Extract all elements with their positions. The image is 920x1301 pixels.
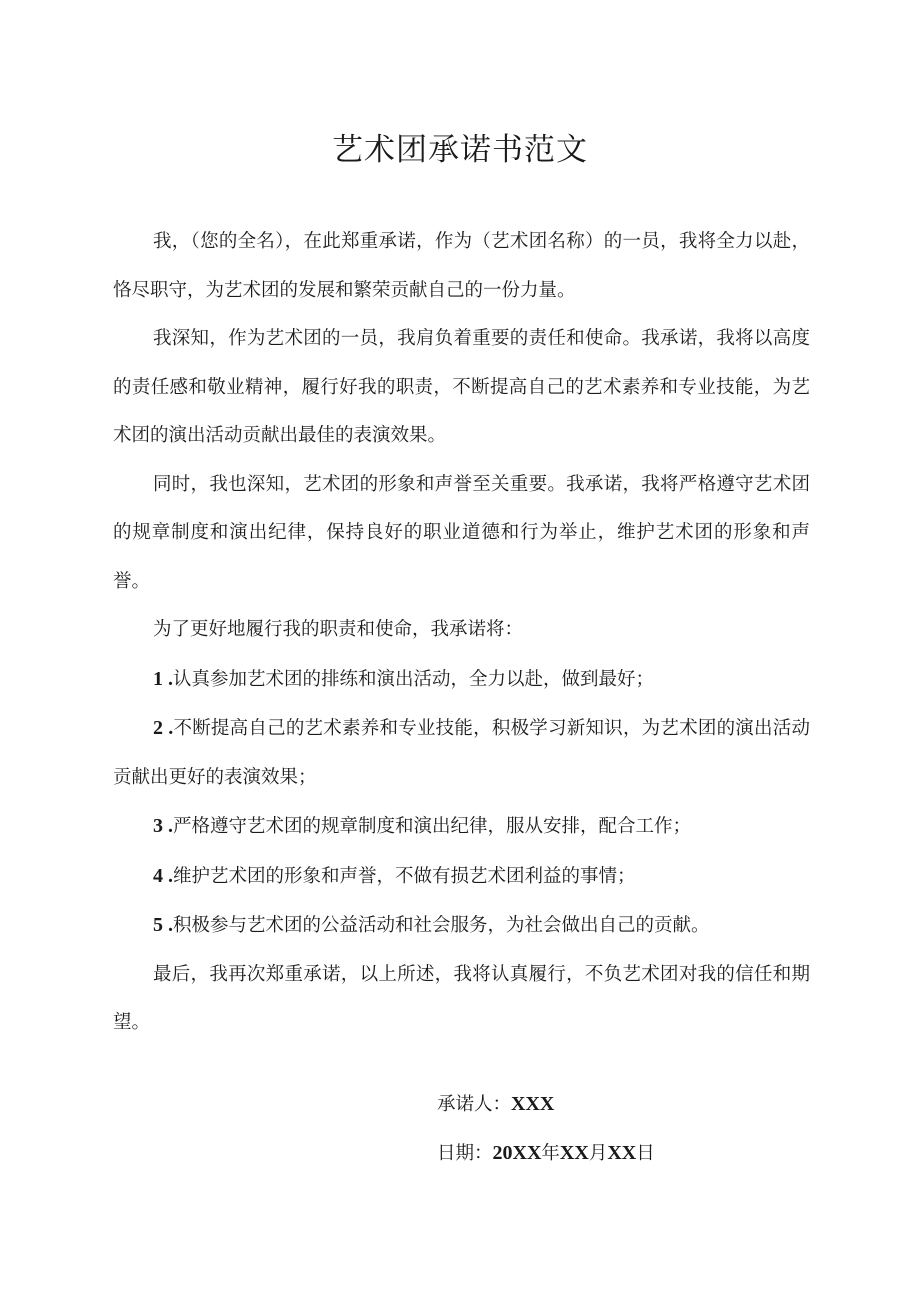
date-year-unit: 年 xyxy=(541,1143,560,1164)
date-label: 日期： xyxy=(437,1143,493,1164)
list-item: 5 .积极参与艺术团的公益活动和社会服务，为社会做出自己的贡献。 xyxy=(153,914,710,936)
list-item-text: 严格遵守艺术团的规章制度和演出纪律，服从安排，配合工作； xyxy=(173,816,692,837)
date-day: XX xyxy=(607,1142,637,1164)
list-item-text: 维护艺术团的形象和声誉，不做有损艺术团利益的事情； xyxy=(173,865,636,887)
paragraph-commitment-lead: 为了更好地履行我的职责和使命，我承诺将： xyxy=(153,619,524,640)
signer-value: XXX xyxy=(511,1093,555,1115)
paragraph-closing: 最后，我再次郑重承诺，以上所述，我将认真履行，不负艺术团对我的信任和期望。 xyxy=(113,963,810,1033)
date-line xyxy=(437,1139,655,1165)
date-month-unit: 月 xyxy=(588,1143,608,1164)
list-item-text: 认真参加艺术团的排练和演出活动，全力以赴，做到最好； xyxy=(173,668,655,690)
list-item: 3 .严格遵守艺术团的规章制度和演出纪律，服从安排，配合工作； xyxy=(153,815,692,837)
list-item-number: 2 xyxy=(153,717,163,739)
list-item: 1 .认真参加艺术团的排练和演出活动，全力以赴，做到最好； xyxy=(153,667,655,690)
paragraph-intro: 我，（您的全名），在此郑重承诺，作为（艺术团名称）的一员，我将全力以赴，恪尽职守，为艺术团的发展和繁荣贡献自己的一份力量。 xyxy=(113,231,810,301)
list-item-number: 3 xyxy=(153,815,163,837)
date-month: XX xyxy=(559,1142,589,1164)
paragraph-reputation: 同时，我也深知，艺术团的形象和声誉至关重要。我承诺，我将严格遵守艺术团的规章制度和演出纪律，保持良好的职业道德和行为举止，维护艺术团的形象和声誉。 xyxy=(113,473,810,592)
date-year: 20XX xyxy=(492,1142,542,1164)
date-day-unit: 日 xyxy=(636,1143,655,1164)
list-item: 4 .维护艺术团的形象和声誉，不做有损艺术团利益的事情； xyxy=(153,864,636,887)
list-item-text: 不断提高自己的艺术素养和专业技能，积极学习新知识，为艺术团的演出活动贡献出更好的表演效果； xyxy=(113,718,810,788)
signer-label: 承诺人： xyxy=(437,1094,512,1115)
list-item-number: 4 xyxy=(153,864,163,887)
paragraph-responsibility: 我深知，作为艺术团的一员，我肩负着重要的责任和使命。我承诺，我将以高度的责任感和敬业精神，履行好我的职责，不断提高自己的艺术素养和专业技能，为艺术团的演出活动贡献出最佳的表演效果。 xyxy=(113,328,810,446)
signer-line xyxy=(437,1090,554,1116)
document-title: 艺术团承诺书范文 xyxy=(332,132,588,168)
list-item-number: 1 xyxy=(153,667,163,690)
list-item-text: 积极参与艺术团的公益活动和社会服务，为社会做出自己的贡献。 xyxy=(173,915,710,936)
list-item: 2 .不断提高自己的艺术素养和专业技能，积极学习新知识，为艺术团的演出活动贡献出更好的表演效果； xyxy=(113,717,810,788)
list-item-number: 5 xyxy=(153,914,163,936)
document-body xyxy=(113,218,810,1048)
